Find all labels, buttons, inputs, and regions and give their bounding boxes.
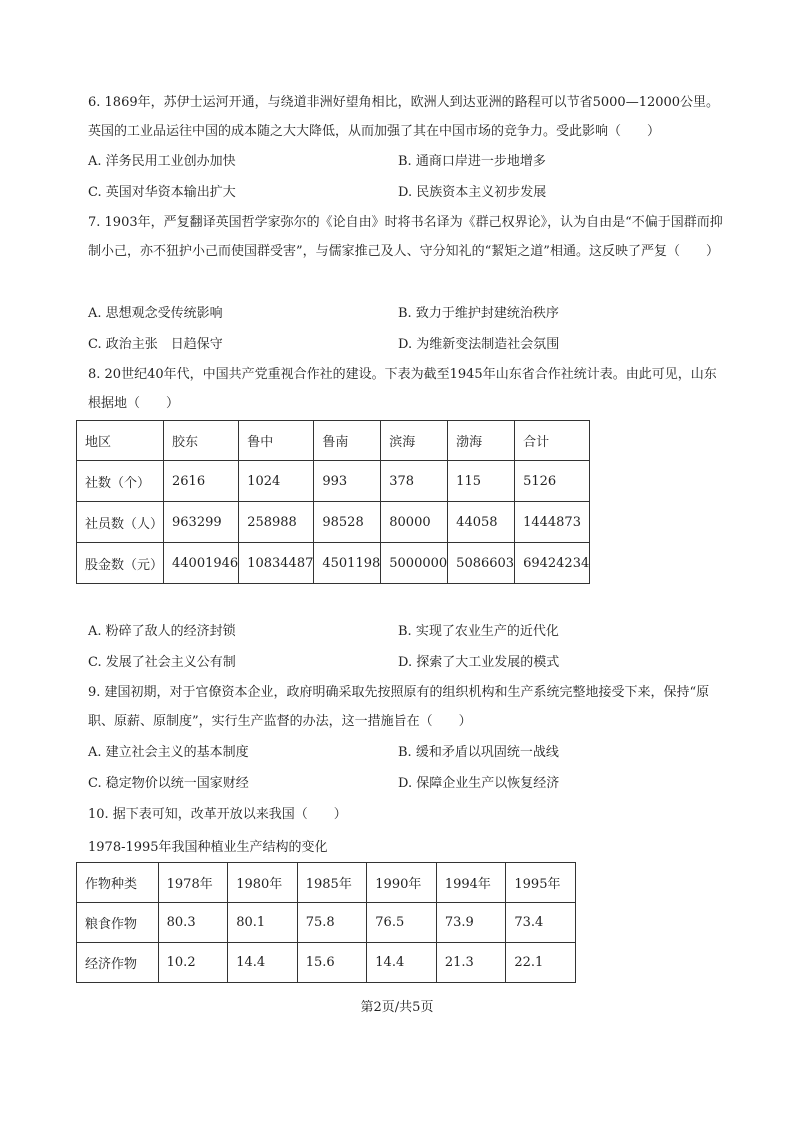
question-8-option-b[interactable]: B. 实现了农业生产的近代化	[398, 624, 559, 639]
question-8-option-c[interactable]: C. 发展了社会主义公有制	[88, 655, 236, 670]
table-cell: 社数（个）	[77, 461, 164, 502]
table-cell: 10.2	[158, 943, 228, 983]
table-row	[77, 943, 576, 983]
cooperative-stats-table	[76, 420, 590, 584]
question-6-option-a[interactable]: A. 洋务民用工业创办加快	[88, 154, 236, 169]
question-9-stem: 9. 建国初期，对于官僚资本企业，政府明确采取先按照原有的组织机构和生产系统完整地接受下来，保持“原职、原薪、原制度”，实行生产监督的办法，这一措施旨在（ ）	[88, 685, 710, 729]
table-header-cell: 合计	[515, 421, 590, 461]
table-header-cell: 1994年	[436, 863, 506, 903]
table-cell: 粮食作物	[77, 903, 159, 943]
table-header-cell: 1980年	[228, 863, 298, 903]
table-cell: 80.1	[228, 903, 298, 943]
table-header-cell: 鲁中	[239, 421, 314, 461]
question-8-option-a[interactable]: A. 粉碎了敌人的经济封锁	[88, 624, 236, 639]
table-cell: 2616	[164, 461, 239, 502]
table-header-cell: 胶东	[164, 421, 239, 461]
table-row	[77, 461, 590, 502]
table-cell: 股金数（元）	[77, 543, 164, 584]
table-cell: 5000000	[381, 543, 448, 584]
crop-structure-table	[76, 862, 576, 983]
table-cell: 1444873	[515, 502, 590, 543]
table-cell: 75.8	[297, 903, 367, 943]
table-header-row	[77, 421, 590, 461]
question-9-option-d[interactable]: D. 保障企业生产以恢复经济	[398, 776, 560, 791]
table-header-cell: 渤海	[448, 421, 515, 461]
table-header-cell: 1995年	[506, 863, 576, 903]
question-9-option-a[interactable]: A. 建立社会主义的基本制度	[88, 745, 249, 760]
table-cell: 10834487	[239, 543, 314, 584]
table-cell: 80000	[381, 502, 448, 543]
table-header-cell: 滨海	[381, 421, 448, 461]
question-6-option-b[interactable]: B. 通商口岸进一步地增多	[398, 154, 546, 169]
table-header-cell: 1978年	[158, 863, 228, 903]
table-caption: 1978-1995年我国种植业生产结构的变化	[88, 840, 328, 855]
table-cell: 15.6	[297, 943, 367, 983]
table-cell: 44058	[448, 502, 515, 543]
page-number-footer: 第2页/共5页	[360, 1000, 434, 1015]
table-cell: 73.9	[436, 903, 506, 943]
table-cell: 993	[314, 461, 381, 502]
table-row	[77, 903, 576, 943]
table-cell: 258988	[239, 502, 314, 543]
question-6-option-c[interactable]: C. 英国对华资本输出扩大	[88, 185, 236, 200]
table-cell: 22.1	[506, 943, 576, 983]
table-cell: 963299	[164, 502, 239, 543]
question-7-option-a[interactable]: A. 思想观念受传统影响	[88, 306, 223, 321]
table-cell: 经济作物	[77, 943, 159, 983]
table-cell: 社员数（人）	[77, 502, 164, 543]
table-cell: 115	[448, 461, 515, 502]
question-8-option-d[interactable]: D. 探索了大工业发展的模式	[398, 655, 560, 670]
question-8-stem: 8. 20世纪40年代，中国共产党重视合作社的建设。下表为截至1945年山东省合作社统计表。由此可见，山东根据地（ ）	[88, 367, 717, 411]
question-7-option-c[interactable]: C. 政治主张 日趋保守	[88, 337, 223, 352]
table-header-cell: 1985年	[297, 863, 367, 903]
question-6-option-d[interactable]: D. 民族资本主义初步发展	[398, 185, 547, 200]
table-cell: 76.5	[367, 903, 437, 943]
table-cell: 5126	[515, 461, 590, 502]
table-cell: 44001946	[164, 543, 239, 584]
table-cell: 98528	[314, 502, 381, 543]
table-cell: 14.4	[228, 943, 298, 983]
table-cell: 21.3	[436, 943, 506, 983]
table-cell: 378	[381, 461, 448, 502]
table-cell: 73.4	[506, 903, 576, 943]
question-6-stem: 6. 1869年，苏伊士运河开通，与绕道非洲好望角相比，欧洲人到达亚洲的路程可以节省5000—12000公里。英国的工业品运往中国的成本随之大大降低，从而加强了其在中国市场的竞争力。受此影响（ ）	[88, 95, 720, 139]
question-9-option-c[interactable]: C. 稳定物价以统一国家财经	[88, 776, 249, 791]
table-cell: 14.4	[367, 943, 437, 983]
table-header-row	[77, 863, 576, 903]
table-header-cell: 作物种类	[77, 863, 159, 903]
question-7-option-d[interactable]: D. 为维新变法制造社会氛围	[398, 337, 560, 352]
table-cell: 80.3	[158, 903, 228, 943]
table-cell: 5086603	[448, 543, 515, 584]
question-7-stem: 7. 1903年，严复翻译英国哲学家弥尔的《论自由》时将书名译为《群己权界论》，认为自由是“不偏于国群而抑制小己，亦不狃护小己而使国群受害”，与儒家推己及人、守分知礼的“絜矩之道”相通。这反映了严复（ ）	[88, 215, 723, 259]
table-cell: 69424234	[515, 543, 590, 584]
table-header-cell: 地区	[77, 421, 164, 461]
table-row	[77, 502, 590, 543]
table-header-cell: 1990年	[367, 863, 437, 903]
table-header-cell: 鲁南	[314, 421, 381, 461]
table-cell: 4501198	[314, 543, 381, 584]
question-10-stem: 10. 据下表可知，改革开放以来我国（ ）	[88, 807, 347, 822]
table-row	[77, 543, 590, 584]
question-7-option-b[interactable]: B. 致力于维护封建统治秩序	[398, 306, 559, 321]
question-9-option-b[interactable]: B. 缓和矛盾以巩固统一战线	[398, 745, 559, 760]
table-cell: 1024	[239, 461, 314, 502]
